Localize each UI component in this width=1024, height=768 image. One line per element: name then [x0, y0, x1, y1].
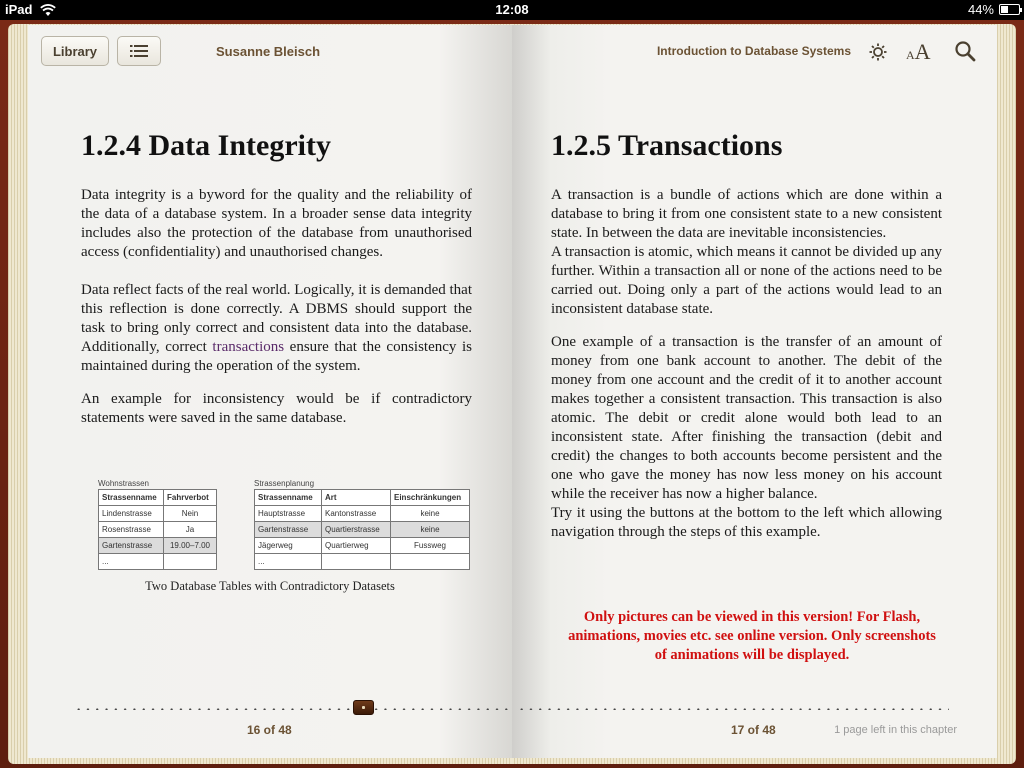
column-header: Strassenname — [255, 490, 322, 506]
page-scrubber-track[interactable] — [517, 708, 949, 710]
column-header: Strassenname — [99, 490, 164, 506]
table-cell: Jägerweg — [255, 538, 322, 554]
paragraph: One example of a transaction is the transfer of an amount of money from one bank account to another. The debit of the money from one account and the credit of it to another account makes together a consistent transaction. This transaction is also atomic. The debit or credit alone would both lead to an inconsistent state. After finishing the transaction (debit and credit) the changes to both accounts become persistent and the one who gave the money has now less money on his account while the receiver has now a higher balance. — [551, 334, 942, 502]
table-cell — [391, 554, 470, 570]
left-page[interactable] — [28, 25, 512, 758]
battery-level — [1001, 6, 1008, 13]
paragraph: A transaction is a bundle of actions which are done within a database to bring it from one consistent state to a new consistent state. In between the data are inevitable inconsistencies. — [551, 187, 942, 241]
device-name: iPad — [5, 2, 33, 17]
table-cell — [322, 554, 391, 570]
table-cell: Fussweg — [391, 538, 470, 554]
right-page[interactable] — [512, 25, 997, 758]
transactions-link[interactable]: transactions — [212, 339, 285, 355]
table-row — [99, 506, 217, 522]
table-cell: keine — [391, 506, 470, 522]
pages-left-in-chapter: 1 page left in this chapter — [834, 724, 957, 736]
flash-notice: Only pictures can be viewed in this version! For Flash, animations, movies etc. see online version. Only screenshots of animations will be displayed. — [568, 609, 936, 663]
table-row — [255, 538, 470, 554]
table-cell: ... — [99, 554, 164, 570]
table-cell: Rosenstrasse — [99, 522, 164, 538]
page-number: 16 of 48 — [247, 723, 292, 737]
table-row — [255, 554, 470, 570]
figure-caption: Two Database Tables with Contradictory Datasets — [145, 579, 395, 593]
paragraph — [81, 281, 472, 376]
search-icon[interactable] — [954, 40, 976, 62]
list-icon — [130, 44, 148, 58]
table-cell: 19.00–7.00 — [164, 538, 217, 554]
paragraph: A transaction is atomic, which means it cannot be divided up any further. Within a transaction all or none of the actions need to be carried out. Doing only a part of the actions would lead to an inconsistent database state. — [551, 244, 942, 317]
section-heading: 1.2.5 Transactions — [551, 129, 783, 162]
status-bar — [0, 0, 1024, 20]
brightness-icon[interactable] — [869, 43, 887, 61]
table-row — [255, 522, 470, 538]
table-cell: Ja — [164, 522, 217, 538]
column-header: Art — [322, 490, 391, 506]
table-wohnstrassen — [98, 479, 217, 570]
paragraph: An example for inconsistency would be if contradictory statements were saved in the same database. — [81, 391, 472, 426]
table-cell: keine — [391, 522, 470, 538]
table-cell: Nein — [164, 506, 217, 522]
table-row — [99, 538, 217, 554]
table-cell: Kantonstrasse — [322, 506, 391, 522]
table-row — [99, 522, 217, 538]
table-row — [99, 554, 217, 570]
paragraph-text: Data reflect facts of the real world. Logically, it is demanded that this reflection is done correctly. A DBMS should support the task to bring only correct and consistent data into the database. Additionally, correct — [81, 282, 472, 355]
table-cell — [164, 554, 217, 570]
library-button[interactable]: Library — [41, 36, 109, 66]
table-cell: Gartenstrasse — [255, 522, 322, 538]
font-size-icon[interactable]: AA — [906, 39, 931, 64]
page-number: 17 of 48 — [731, 723, 776, 737]
paragraph: Data integrity is a byword for the quality and the reliability of the data of a database system. In a broader sense data integrity includes also the protection of the database from unauthorised access (confidentiality) and unauthorised changes. — [81, 187, 472, 260]
book-author: Susanne Bleisch — [216, 44, 321, 59]
page-scrubber-thumb[interactable] — [353, 700, 374, 715]
paragraph: Try it using the buttons at the bottom to the left which allowing navigation through the steps of this example. — [551, 505, 942, 540]
chapter-title: Introduction to Database Systems — [656, 44, 851, 58]
body-text — [551, 186, 942, 542]
table-row — [255, 506, 470, 522]
table-of-contents-button[interactable] — [117, 36, 161, 66]
battery-percentage: 44% — [967, 2, 994, 17]
column-header: Fahrverbot — [164, 490, 217, 506]
table-strassenplanung — [254, 479, 470, 570]
table-cell: Lindenstrasse — [99, 506, 164, 522]
body-text — [81, 186, 472, 428]
table-cell: ... — [255, 554, 322, 570]
battery-icon — [999, 4, 1020, 15]
clock: 12:08 — [495, 2, 529, 17]
table-cell: Quartierstrasse — [322, 522, 391, 538]
table-cell: Gartenstrasse — [99, 538, 164, 554]
table-cell: Quartierweg — [322, 538, 391, 554]
page-scrubber-track[interactable] — [74, 708, 509, 710]
column-header: Einschränkungen — [391, 490, 470, 506]
section-heading: 1.2.4 Data Integrity — [81, 129, 331, 162]
table-title: Wohnstrassen — [98, 479, 149, 488]
paragraph-text: ensure that the consistency is maintained during the operation of the system. — [81, 339, 472, 374]
table-cell: Hauptstrasse — [255, 506, 322, 522]
table-title: Strassenplanung — [254, 479, 315, 488]
